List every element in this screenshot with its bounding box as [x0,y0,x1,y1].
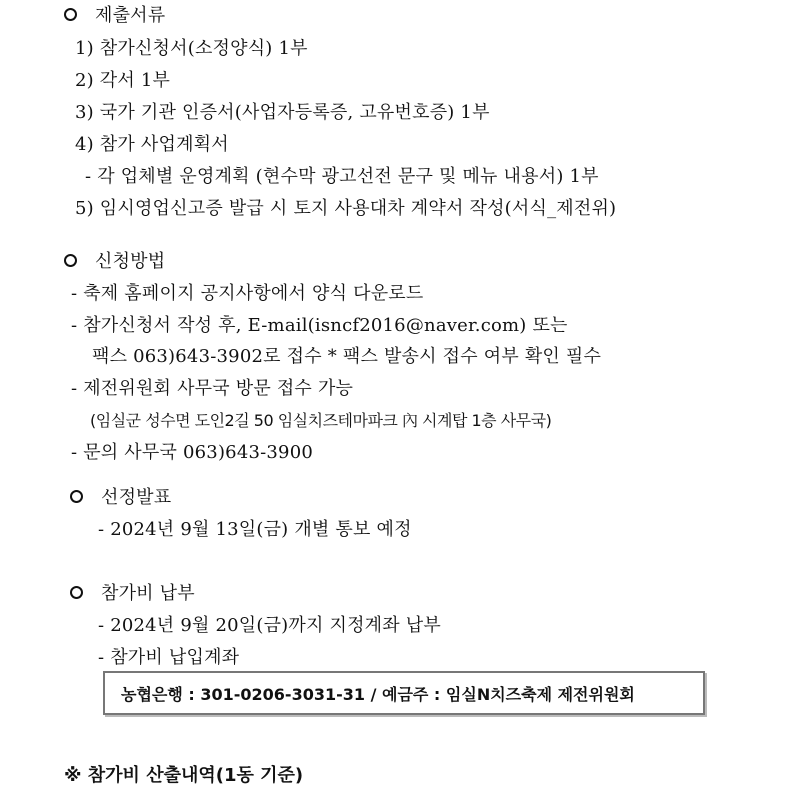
documents-item-4: 4) 참가 사업계획서 [75,134,229,155]
documents-item-1: 1) 참가신청서(소정양식) 1부 [75,38,308,59]
circle-bullet-icon [64,254,77,267]
section-heading-fee [70,582,195,606]
fee-breakdown-note: ※ 참가비 산출내역(1동 기준) [64,765,304,786]
circle-bullet-icon [70,490,83,503]
application-item-2: - 참가신청서 작성 후, E-mail(isncf2016@naver.com) 또는 [71,315,568,336]
application-item-3-address: (임실군 성수면 도인2길 50 임실치즈테마파크 內 시계탑 1층 사무국) [90,411,552,430]
documents-item-4-sub: - 각 업체별 운영계획 (현수막 광고선전 문구 및 메뉴 내용서) 1부 [85,166,599,187]
application-item-4: - 문의 사무국 063)643-3900 [71,442,314,463]
circle-bullet-icon [64,8,77,21]
fee-item-1: - 2024년 9월 20일(금)까지 지정계좌 납부 [98,615,441,636]
application-item-3: - 제전위원회 사무국 방문 접수 가능 [71,378,354,399]
application-heading-text: 신청방법 [95,251,166,272]
bank-account-text: 농협은행 : 301-0206-3031-31 / 예금주 : 임실N치즈축제 제전위원회 [121,684,635,704]
fee-heading-text: 참가비 납부 [101,583,195,604]
documents-item-5: 5) 임시영업신고증 발급 시 토지 사용대차 계약서 작성(서식_제전위) [75,198,617,219]
selection-heading-text: 선정발표 [101,487,172,508]
application-item-1: - 축제 홈페이지 공지사항에서 양식 다운로드 [71,283,424,304]
bank-account-box [103,671,705,715]
fee-item-2: - 참가비 납입계좌 [98,647,240,668]
selection-item-1: - 2024년 9월 13일(금) 개별 통보 예정 [98,519,412,540]
section-heading-selection [70,486,171,510]
documents-item-2: 2) 각서 1부 [75,70,171,91]
application-item-2-cont: 팩스 063)643-3902로 접수 * 팩스 발송시 접수 여부 확인 필수 [92,346,602,367]
section-heading-application [64,250,165,274]
section-heading-documents [64,4,165,28]
documents-item-3: 3) 국가 기관 인증서(사업자등록증, 고유번호증) 1부 [75,102,490,123]
documents-heading-text: 제출서류 [95,5,166,26]
circle-bullet-icon [70,586,83,599]
